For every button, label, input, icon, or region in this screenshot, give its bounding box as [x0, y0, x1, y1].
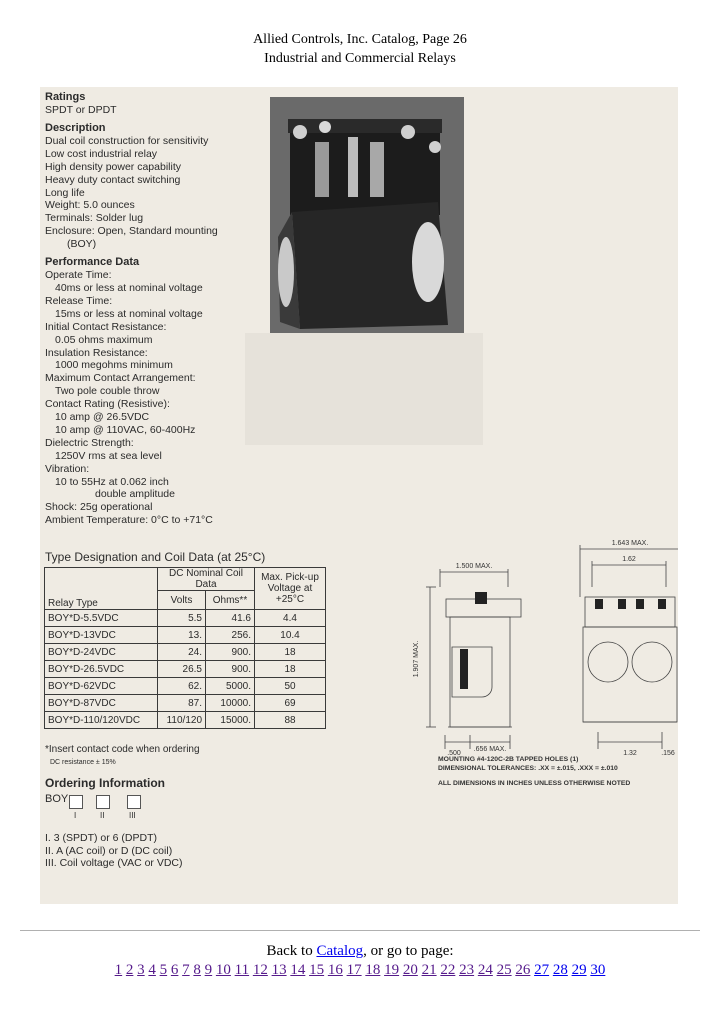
dim-162-label: 1.62: [622, 556, 636, 563]
page-link-26[interactable]: 26: [515, 962, 531, 978]
cell-volts: 26.5: [158, 661, 206, 678]
cell-volts: 110/120: [158, 712, 206, 729]
ordering-title: Ordering Information: [45, 776, 165, 790]
dim-height-label: 1.907 MAX.: [413, 640, 420, 678]
cell-ohms: 41.6: [206, 610, 255, 627]
perf-label: Contact Rating (Resistive):: [45, 398, 170, 411]
cell-ohms: 900.: [206, 644, 255, 661]
page-link-10[interactable]: 10: [215, 962, 231, 978]
description-line: High density power capability: [45, 160, 181, 173]
performance-heading: Performance Data: [45, 256, 140, 269]
ratings-heading: Ratings: [45, 91, 86, 103]
page-link-17[interactable]: 17: [346, 962, 362, 978]
page-links: [0, 962, 720, 979]
ordering-item: III. Coil voltage (VAC or VDC): [45, 857, 183, 869]
units-note: ALL DIMENSIONS IN INCHES UNLESS OTHERWISE NOTED: [438, 780, 631, 787]
description-line: Long life: [45, 186, 85, 199]
page-link-12[interactable]: 12: [252, 962, 268, 978]
perf-value: 1000 megohms minimum: [55, 359, 173, 372]
ordering-prefix: BOY: [45, 793, 69, 805]
perf-value: 10 amp @ 110VAC, 60-400Hz: [55, 423, 196, 436]
footer-divider: [20, 930, 700, 932]
coil-table-title: Type Designation and Coil Data (at 25°C): [45, 550, 266, 564]
catalog-subtitle: Industrial and Commercial Relays: [264, 51, 456, 66]
page-link-1[interactable]: 1: [114, 962, 123, 978]
perf-value: 0.05 ohms maximum: [55, 333, 153, 346]
cell-relay: BOY*D-87VDC: [45, 695, 158, 712]
description-heading: Description: [45, 121, 106, 134]
dim-top-label: 1.643 MAX.: [611, 540, 649, 547]
page-link-14[interactable]: 14: [290, 962, 306, 978]
page-link-5[interactable]: 5: [159, 962, 168, 978]
ratings-value: SPDT or DPDT: [45, 104, 117, 116]
perf-value: 10 amp @ 26.5VDC: [55, 411, 150, 424]
table-row: [45, 627, 326, 644]
table-row: [45, 695, 326, 712]
ordering-items: [45, 832, 183, 870]
relay-photo: [270, 97, 464, 333]
catalog-link[interactable]: Catalog: [316, 943, 364, 959]
table-row: [45, 610, 326, 627]
cell-volts: 24.: [158, 644, 206, 661]
table-header-row: [45, 568, 326, 591]
page-link-28[interactable]: 28: [552, 962, 568, 978]
perf-label: Shock: 25g operational: [45, 501, 153, 514]
col-max-pickup: Max. Pick-up Voltage at +25°C: [255, 568, 326, 610]
perf-label: Operate Time:: [45, 269, 112, 282]
page-link-13[interactable]: 13: [271, 962, 287, 978]
drawing-notes: [438, 755, 678, 788]
ordering-box-label: III: [129, 811, 136, 820]
table-row: [45, 712, 326, 729]
footer-nav: [0, 943, 720, 960]
cell-pickup: 10.4: [255, 627, 326, 644]
table-row: [45, 661, 326, 678]
page-link-27[interactable]: 27: [534, 962, 550, 978]
page-link-6[interactable]: 6: [170, 962, 179, 978]
col-ohms: Ohms**: [206, 591, 255, 610]
ordering-box-label: II: [100, 811, 105, 820]
page-link-8[interactable]: 8: [193, 962, 201, 978]
description-line: Terminals: Solder lug: [45, 212, 144, 225]
perf-label: Initial Contact Resistance:: [45, 320, 167, 333]
description-line: Weight: 5.0 ounces: [45, 199, 135, 212]
col-dc-nominal: DC Nominal Coil Data: [158, 568, 255, 591]
cell-ohms: 900.: [206, 661, 255, 678]
back-prefix: Back to: [266, 943, 317, 959]
cell-volts: 62.: [158, 678, 206, 695]
description-line: Dual coil construction for sensitivity: [45, 134, 209, 147]
catalog-sheet: [40, 87, 678, 904]
relay-photo-illustration: [270, 97, 464, 333]
page-link-11[interactable]: 11: [234, 962, 250, 978]
perf-value: 1250V rms at sea level: [55, 449, 162, 462]
cell-relay: BOY*D-13VDC: [45, 627, 158, 644]
ordering-box-2: [96, 795, 110, 809]
cell-pickup: 18: [255, 644, 326, 661]
cell-pickup: 18: [255, 661, 326, 678]
perf-value: 10 to 55Hz at 0.062 inch: [55, 475, 169, 488]
cell-relay: BOY*D-110/120VDC: [45, 712, 158, 729]
cell-ohms: 5000.: [206, 678, 255, 695]
dim-500-label: .500: [447, 750, 461, 757]
page-link-4[interactable]: 4: [148, 962, 156, 978]
page-header: [0, 30, 720, 68]
mounting-note: MOUNTING #4-120C-2B TAPPED HOLES (1): [438, 756, 579, 763]
cell-pickup: 69: [255, 695, 326, 712]
cell-volts: 13.: [158, 627, 206, 644]
cell-relay: BOY*D-24VDC: [45, 644, 158, 661]
page-link-24[interactable]: 24: [477, 962, 493, 978]
perf-label: Ambient Temperature: 0°C to +71°C: [45, 514, 213, 527]
page-link-23[interactable]: 23: [459, 962, 475, 978]
ordering-item: I. 3 (SPDT) or 6 (DPDT): [45, 832, 158, 844]
spec-column: [45, 91, 245, 527]
perf-value: 40ms or less at nominal voltage: [55, 281, 203, 294]
page-link-18[interactable]: 18: [365, 962, 381, 978]
ordering-box-3: [127, 795, 141, 809]
table-note: *Insert contact code when ordering: [45, 744, 200, 755]
perf-label: Release Time:: [45, 294, 113, 307]
col-relay-type: Relay Type: [45, 568, 158, 610]
page-link-20[interactable]: 20: [402, 962, 418, 978]
dim-132-label: 1.32: [623, 750, 637, 757]
perf-label: Maximum Contact Arrangement:: [45, 372, 196, 385]
tolerance-note: DIMENSIONAL TOLERANCES: .XX = ±.015, .XXX = ±.010: [438, 765, 618, 772]
cell-relay: BOY*D-5.5VDC: [45, 610, 158, 627]
catalog-title: Allied Controls, Inc. Catalog, Page 26: [253, 32, 467, 47]
description-line: Low cost industrial relay: [45, 147, 158, 160]
page-link-21[interactable]: 21: [421, 962, 437, 978]
cell-relay: BOY*D-62VDC: [45, 678, 158, 695]
table-row: [45, 678, 326, 695]
perf-label: Vibration:: [45, 462, 90, 475]
cell-pickup: 4.4: [255, 610, 326, 627]
ordering-box-1: [69, 795, 83, 809]
perf-value: Two pole couble throw: [55, 385, 160, 398]
page-link-19[interactable]: 19: [384, 962, 400, 978]
page-link-7[interactable]: 7: [182, 962, 190, 978]
ordering-box-label: I: [74, 811, 77, 820]
page-link-3[interactable]: 3: [137, 962, 145, 978]
perf-value: double amplitude: [95, 488, 175, 501]
page-link-25[interactable]: 25: [496, 962, 512, 978]
dim-156-label: .156: [661, 750, 675, 757]
description-line: Enclosure: Open, Standard mounting: [45, 225, 218, 238]
cell-volts: 5.5: [158, 610, 206, 627]
page-link-15[interactable]: 15: [309, 962, 325, 978]
table-row: [45, 644, 326, 661]
page-link-22[interactable]: 22: [440, 962, 456, 978]
page-link-16[interactable]: 16: [327, 962, 343, 978]
ordering-item: II. A (AC coil) or D (DC coil): [45, 844, 173, 857]
description-line: (BOY): [67, 238, 97, 251]
cell-volts: 87.: [158, 695, 206, 712]
description-line: Heavy duty contact switching: [45, 173, 181, 186]
perf-label: Insulation Resistance:: [45, 346, 148, 359]
photo-shadow: [245, 333, 483, 445]
coil-data-table: [44, 567, 326, 729]
cell-ohms: 15000.: [206, 712, 255, 729]
resistance-note: DC resistance ± 15%: [50, 759, 116, 766]
perf-label: Dielectric Strength:: [45, 436, 134, 449]
cell-ohms: 10000.: [206, 695, 255, 712]
page-link-2[interactable]: 2: [125, 962, 134, 978]
cell-ohms: 256.: [206, 627, 255, 644]
page-link-29[interactable]: 29: [571, 962, 587, 978]
back-suffix: , or go to page:: [363, 943, 454, 959]
cell-pickup: 88: [255, 712, 326, 729]
dim-656-label: .656 MAX.: [473, 746, 507, 753]
page-link-9[interactable]: 9: [204, 962, 213, 978]
cell-relay: BOY*D-26.5VDC: [45, 661, 158, 678]
cell-pickup: 50: [255, 678, 326, 695]
perf-value: 15ms or less at nominal voltage: [55, 307, 203, 320]
col-volts: Volts: [158, 591, 206, 610]
dim-width-label: 1.500 MAX.: [455, 563, 493, 570]
page-link-30[interactable]: 30: [590, 962, 606, 978]
